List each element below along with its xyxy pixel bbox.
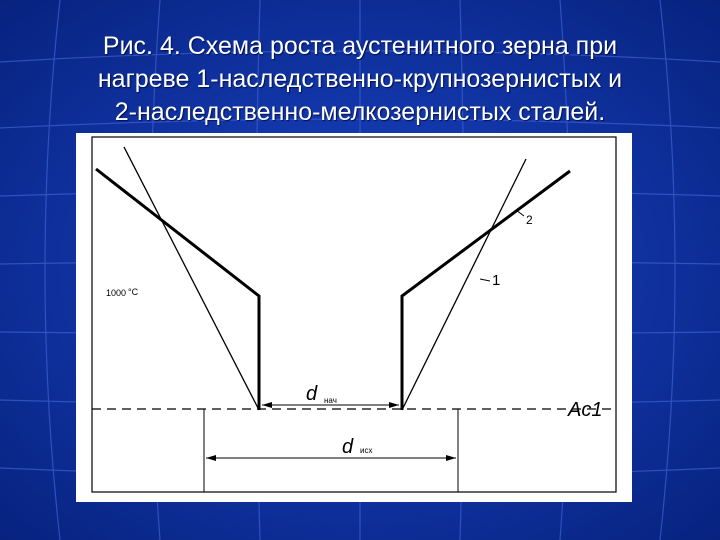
curve-1-label: 1: [492, 272, 501, 289]
d-start-arrowhead-right: [389, 402, 399, 408]
title-line-1: Рис. 4. Схема роста аустенитного зерна при: [102, 32, 618, 60]
diagram-frame: [92, 137, 616, 492]
curve-1-leader: [480, 279, 490, 281]
d-start-arrowhead-left: [262, 402, 272, 408]
curve-2-leader: [516, 210, 524, 216]
title-line-3: 2-наследственно-мелкозернистых сталей.: [114, 98, 606, 126]
curve-2-label: 2: [526, 213, 533, 227]
d-initial-symbol: d: [342, 436, 354, 458]
d-start-subscript: нач: [324, 396, 337, 405]
d-initial-arrowhead-right: [446, 455, 456, 461]
ac1-label: Ac1: [568, 399, 603, 421]
temperature-label: 1000: [106, 288, 127, 298]
temperature-unit: °C: [128, 287, 139, 297]
curve-2-right: [402, 171, 570, 410]
d-start-symbol: d: [306, 383, 318, 405]
title-line-2: нагреве 1-наследственно-крупнозернистых и: [97, 65, 623, 93]
grain-growth-diagram: [76, 133, 632, 502]
d-initial-arrowhead-left: [206, 455, 216, 461]
diagram-panel: [76, 133, 632, 502]
curve-1-right: [402, 159, 526, 410]
slide-title: [20, 30, 700, 129]
d-initial-subscript: исх: [360, 446, 373, 455]
